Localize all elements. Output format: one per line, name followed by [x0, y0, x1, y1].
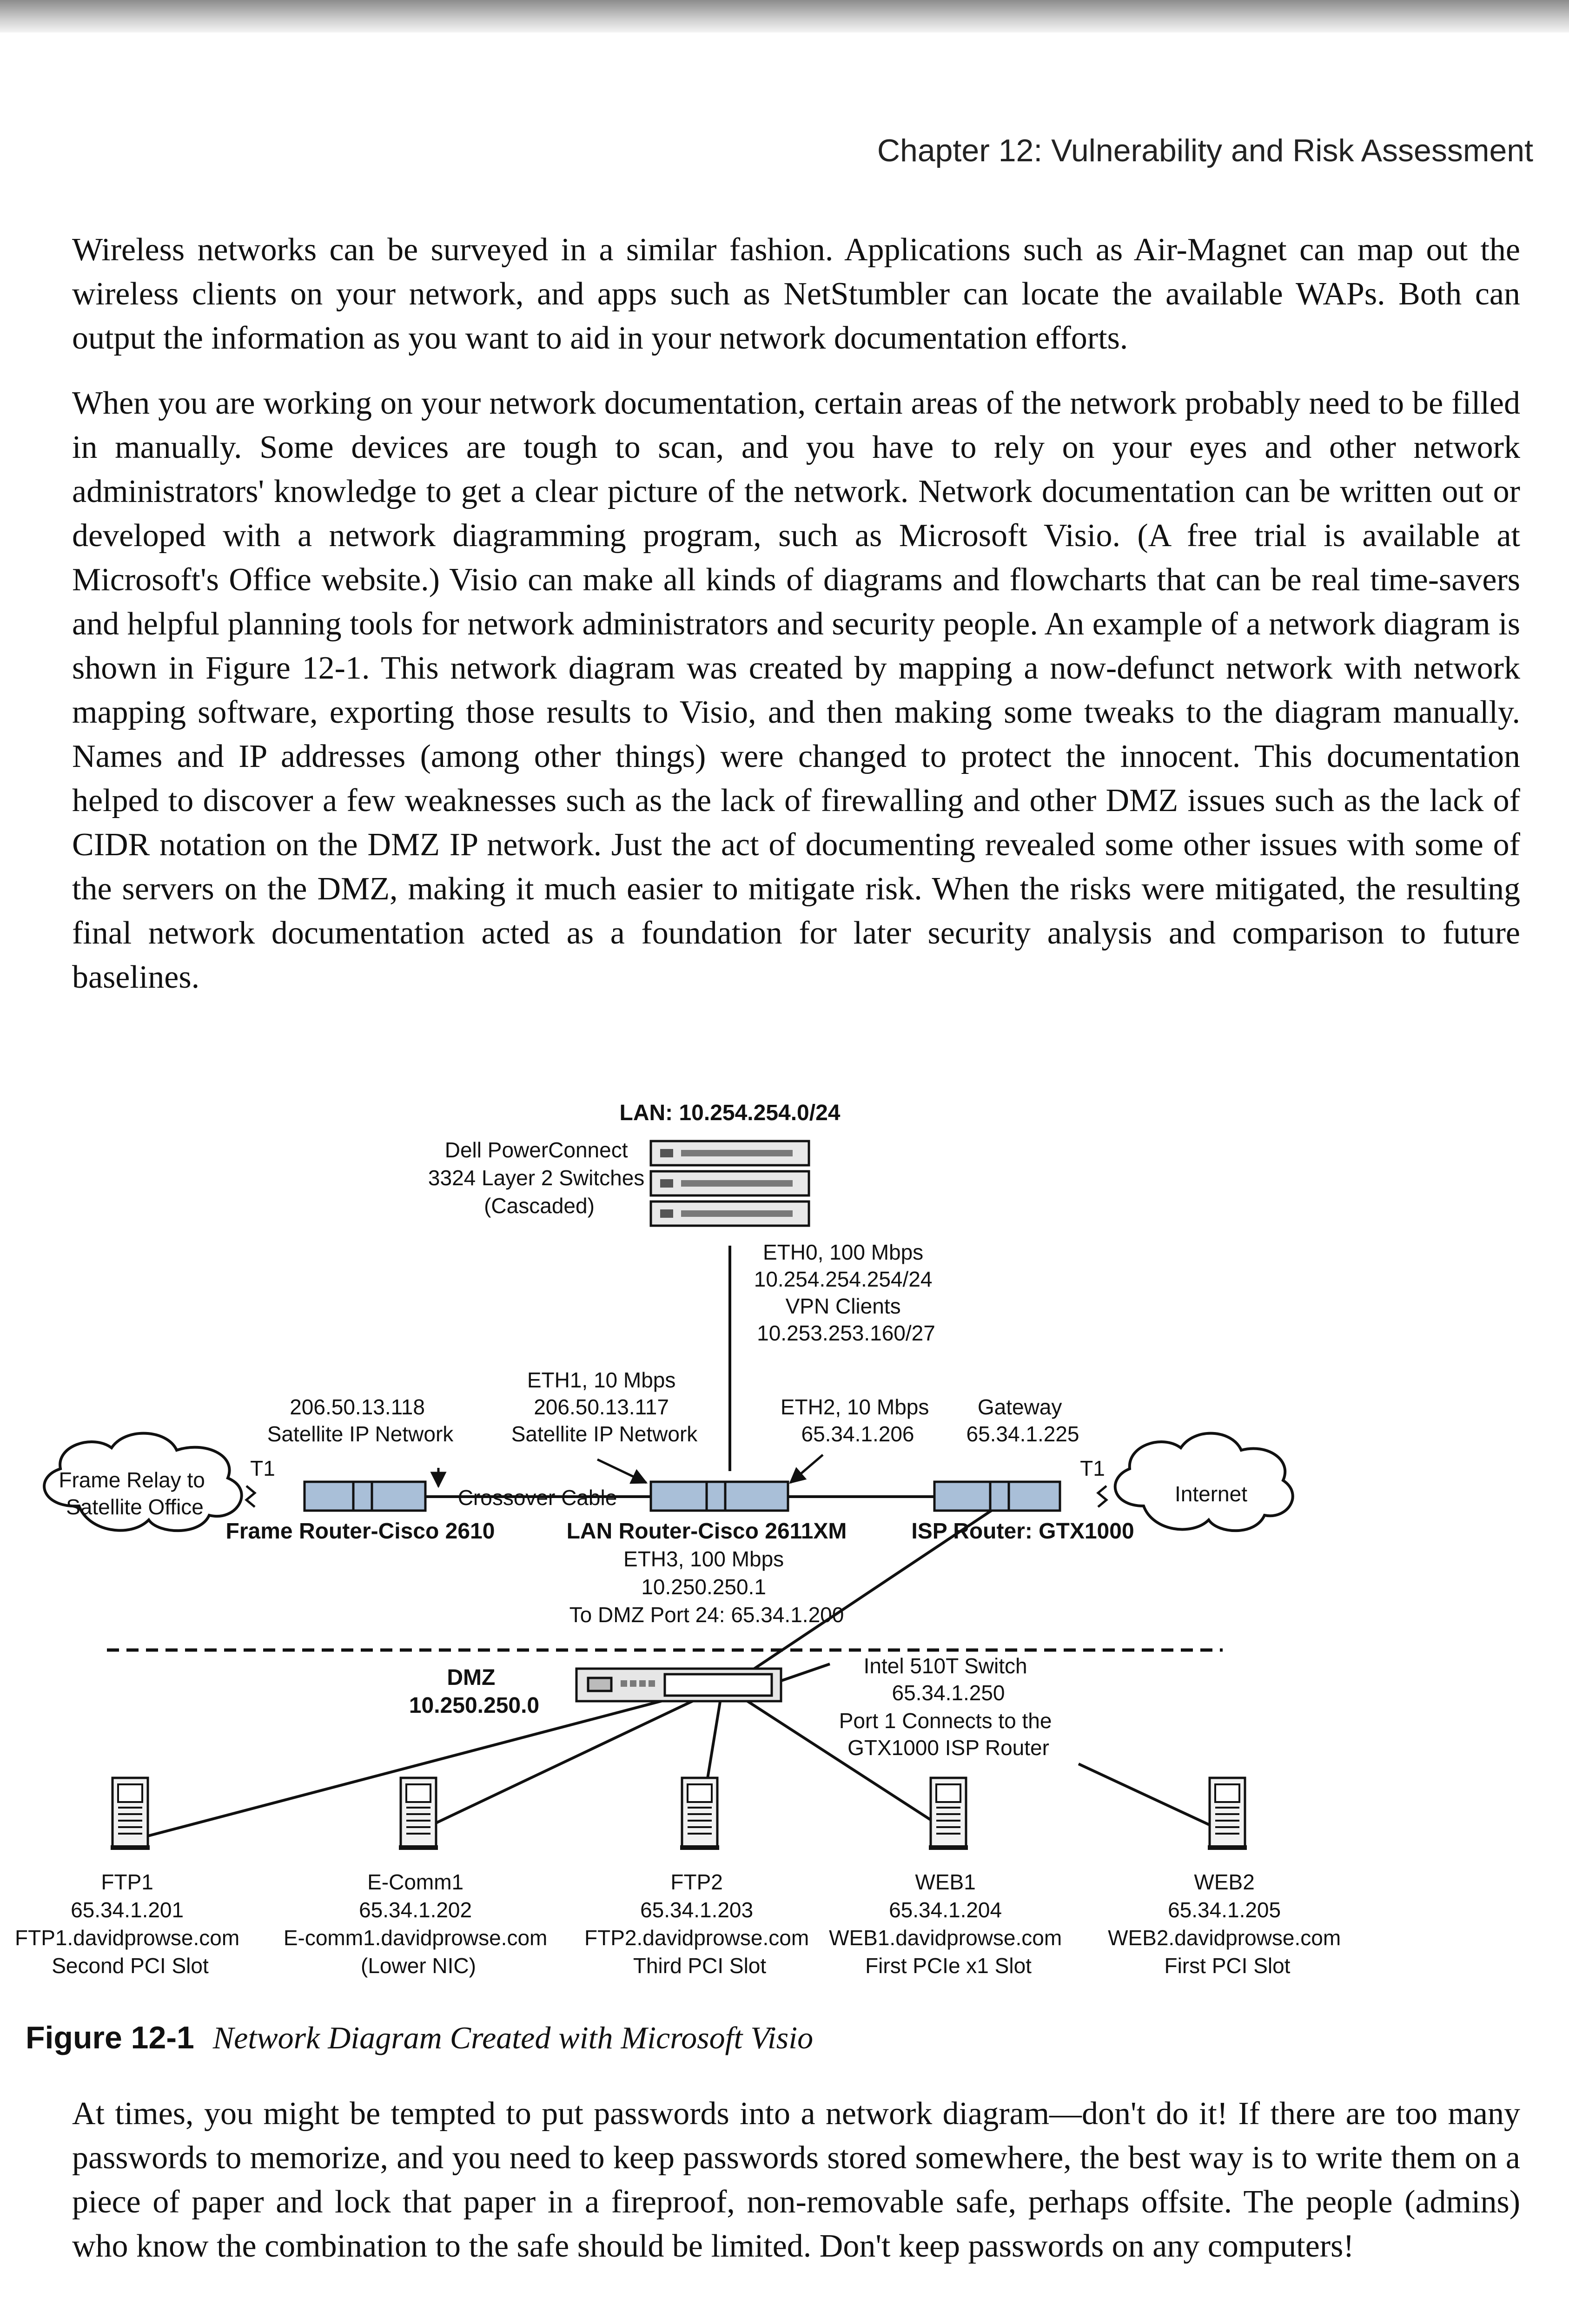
t1-right-label: T1 — [1080, 1456, 1105, 1480]
ecomm1-server-icon — [399, 1778, 438, 1850]
running-header: Chapter 12: Vulnerability and Risk Assessment — [877, 133, 1533, 168]
network-diagram — [0, 1088, 1569, 2022]
t1-right-serial — [1098, 1486, 1106, 1507]
ftp2-server-icon — [680, 1778, 719, 1850]
frame-router-label: Frame Router-Cisco 2610 — [225, 1519, 495, 1544]
ftp2-server-label: FTP2 65.34.1.203 FTP2.davidprowse.com Third PCI Slot — [584, 1870, 809, 1978]
dmz-label: DMZ 10.250.250.0 — [409, 1665, 540, 1718]
t1-left-label: T1 — [250, 1456, 275, 1480]
gateway-label: Gateway 65.34.1.225 — [966, 1395, 1079, 1446]
frame-relay-label: Frame Relay to Satellite Office — [59, 1468, 205, 1519]
isp-router-label: ISP Router: GTX1000 — [911, 1519, 1134, 1544]
figure-number: Figure 12-1 — [26, 2020, 194, 2055]
eth2-label: ETH2, 10 Mbps 65.34.1.206 — [780, 1395, 929, 1446]
web1-server-label: WEB1 65.34.1.204 WEB1.davidprowse.com First PCIe x1 Slot — [829, 1870, 1062, 1978]
internet-label: Internet — [1175, 1482, 1247, 1506]
web2-server-label: WEB2 65.34.1.205 WEB2.davidprowse.com First PCI Slot — [1108, 1870, 1341, 1978]
intel-510t-switch — [576, 1669, 781, 1701]
scan-edge — [0, 0, 1569, 33]
port1-label: Port 1 Connects to the GTX1000 ISP Router — [839, 1709, 1052, 1760]
ecomm1-link — [418, 1699, 697, 1831]
lan-title: LAN: 10.254.254.0/24 — [619, 1101, 841, 1125]
eth2-arrow — [790, 1455, 823, 1483]
intel-switch-label: Intel 510T Switch 65.34.1.250 — [863, 1654, 1027, 1705]
crossover-label: Crossover Cable — [457, 1486, 617, 1510]
frame-router — [305, 1482, 425, 1511]
eth3-label: ETH3, 100 Mbps 10.250.250.1 To DMZ Port 24: 65.34.1.200 — [569, 1547, 844, 1627]
dell-switch-stack — [651, 1141, 809, 1226]
eth1-label: ETH1, 10 Mbps 206.50.13.117 Satellite IP Network — [511, 1368, 698, 1446]
satellite-ip-label: 206.50.13.118 Satellite IP Network — [267, 1395, 454, 1446]
eth0-label: ETH0, 100 Mbps 10.254.254.254/24 VPN Clients 10.253.253.160/27 — [754, 1240, 935, 1345]
t1-left-serial — [246, 1486, 255, 1507]
lan-router-label: LAN Router-Cisco 2611XM — [566, 1519, 847, 1544]
web1-server-icon — [929, 1778, 968, 1850]
ftp1-server-icon — [111, 1778, 150, 1850]
ftp1-server-label: FTP1 65.34.1.201 FTP1.davidprowse.com Second PCI Slot — [15, 1870, 240, 1978]
paragraph-3: At times, you might be tempted to put passwords into a network diagram—don't do it! If there are too many passwords to memorize, and you need to keep passwords stored somewhere, the best way is to write them on a piece of paper and lock that paper in a fireproof, non-removable safe, perhaps offsite. The people (admins) who know the combination to the safe should be limited. Don't keep passwords on any computers! — [72, 2096, 1520, 2264]
paragraph-1: Wireless networks can be surveyed in a similar fashion. Applications such as Air-Magnet can map out the wireless clients on your network, and apps such as NetStumbler can locate the available WAPs. Both can output the information as you want to aid in your network documentation efforts. — [72, 232, 1520, 356]
lan-router — [651, 1482, 788, 1511]
web2-link — [1079, 1764, 1213, 1827]
ecomm1-server-label: E-Comm1 65.34.1.202 E-comm1.davidprowse.com (Lower NIC) — [283, 1870, 548, 1978]
web2-server-icon — [1208, 1778, 1247, 1850]
figure-caption — [26, 2020, 813, 2056]
eth1-arrow — [597, 1459, 646, 1483]
switch-label: Dell PowerConnect 3324 Layer 2 Switches (Cascaded) — [428, 1138, 645, 1218]
paragraph-2: When you are working on your network documentation, certain areas of the network probably need to be filled in manually. Some devices are tough to scan, and you have to rely on your eyes and other network administrators' knowledge to get a clear picture of the network. Network documentation can be written out or developed with a network diagramming program, such as Microsoft Visio. (A free trial is available at Microsoft's Office website.) Visio can make all kinds of diagrams and flowcharts that can be real time-savers and helpful planning tools for network administrators and security people. An example of a network diagram is shown in Figure 12-1. This network diagram was created by mapping a now-defunct network with network mapping software, exporting those results to Visio, and then making some tweaks to the diagram manually. Names and IP addresses (among other things) were changed to protect the innocent. This documentation helped to discover a few weaknesses such as the lack of firewalling and other DMZ issues such as the lack of CIDR notation on the DMZ IP network. Just the act of documenting revealed some other issues with some of the servers on the DMZ, making it much easier to mitigate risk. When the risks were mitigated, the resulting final network documentation acted as a foundation for later security analysis and comparison to future baselines. — [72, 385, 1520, 995]
isp-router — [934, 1482, 1060, 1511]
figure-title: Network Diagram Created with Microsoft Visio — [212, 2020, 814, 2055]
